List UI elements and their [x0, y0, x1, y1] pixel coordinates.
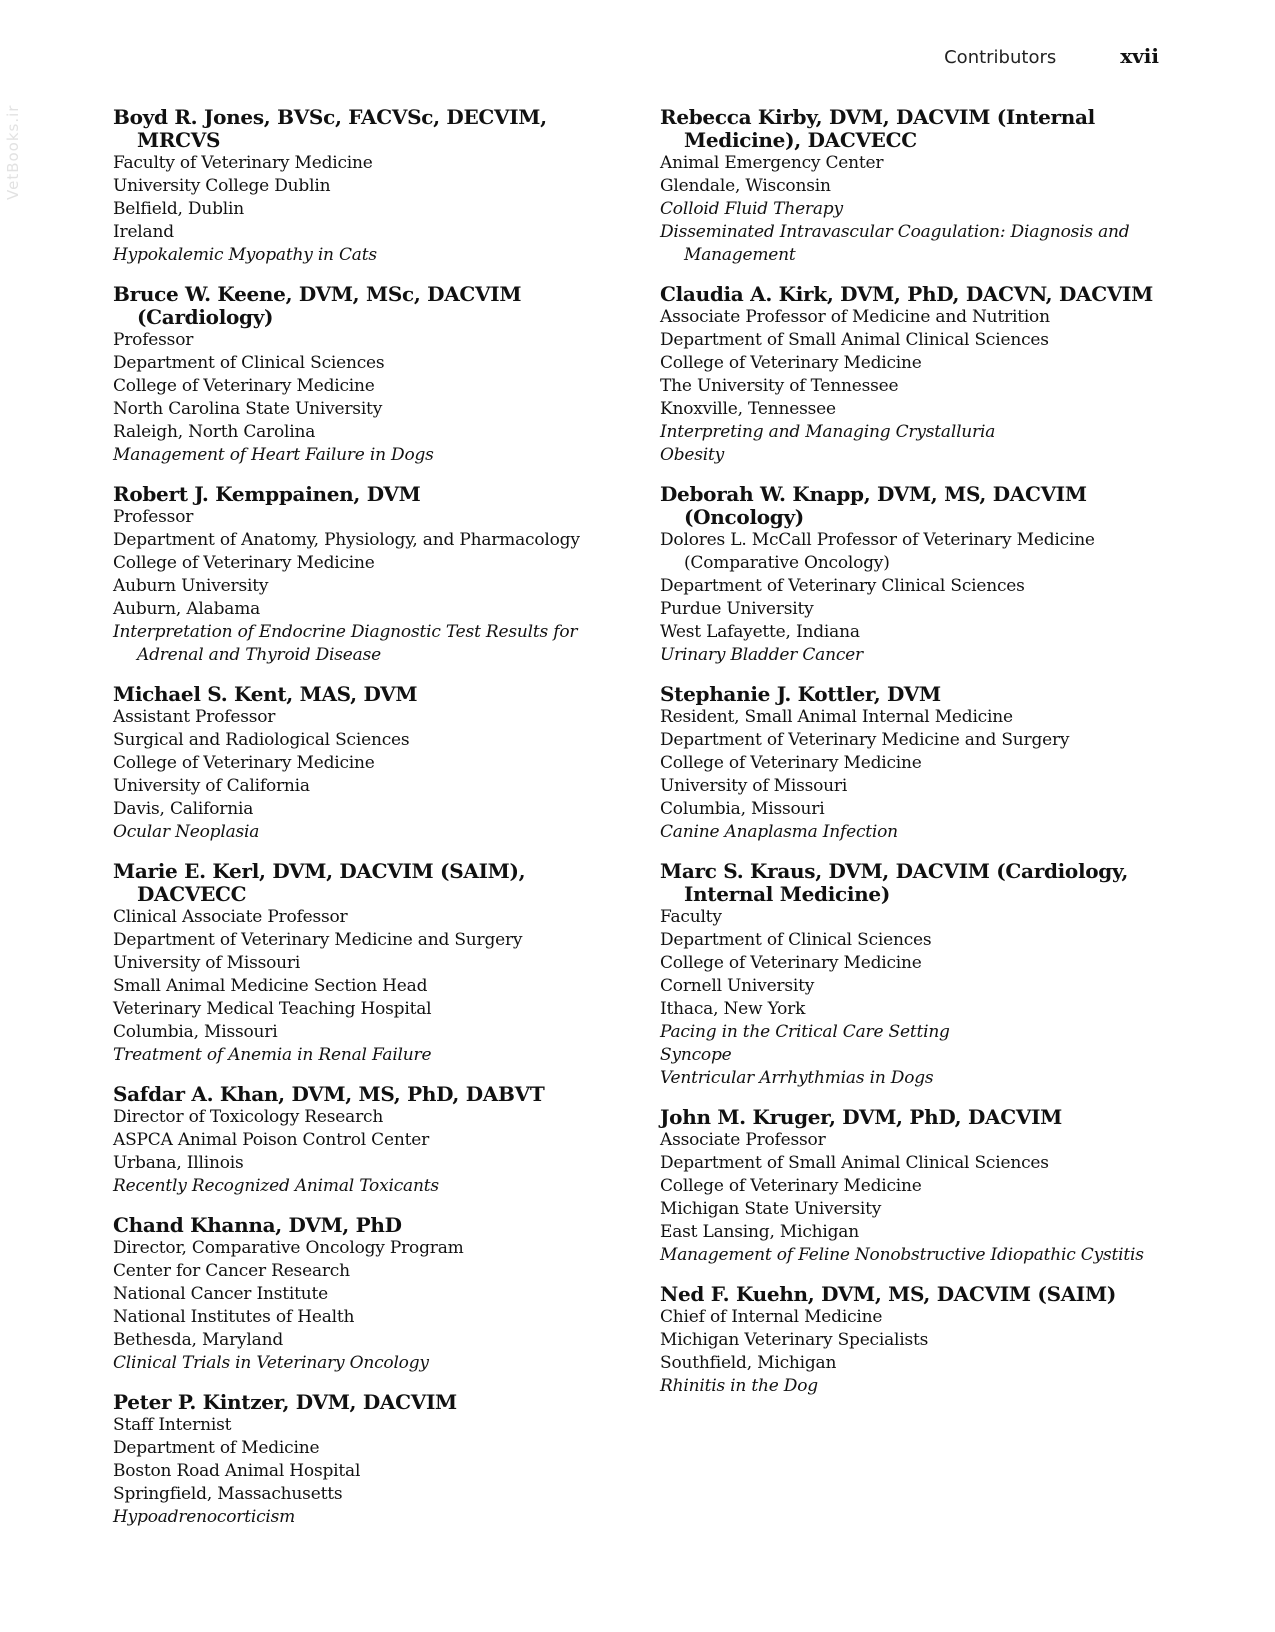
affiliation-line: College of Veterinary Medicine [113, 376, 375, 396]
contributor-name: Marie E. Kerl, DVM, DACVIM (SAIM), DACVECC [113, 859, 526, 906]
contributor-name: Bruce W. Keene, DVM, MSc, DACVIM (Cardiology) [113, 282, 522, 329]
contributor-name: Deborah W. Knapp, DVM, MS, DACVIM (Oncology) [660, 482, 1087, 529]
affiliation-line: Auburn, Alabama [113, 599, 261, 619]
affiliation-line: College of Veterinary Medicine [660, 353, 922, 373]
affiliation-line: Raleigh, North Carolina [113, 422, 316, 442]
affiliation-line: Associate Professor [660, 1130, 826, 1150]
affiliation-line: Professor [113, 330, 194, 350]
contributors-columns [113, 106, 1173, 1545]
chapter-title: Hypoadrenocorticism [113, 1507, 296, 1527]
affiliation-line: Dolores L. McCall Professor of Veterinary Medicine (Comparative Oncology) [660, 530, 1095, 573]
contributor-name: Michael S. Kent, MAS, DVM [113, 682, 418, 706]
affiliation-line: The University of Tennessee [660, 376, 899, 396]
affiliation-line: Urbana, Illinois [113, 1153, 244, 1173]
affiliation-line: Assistant Professor [113, 707, 276, 727]
affiliation-line: Small Animal Medicine Section Head [113, 976, 428, 996]
affiliation-line: Clinical Associate Professor [113, 907, 348, 927]
affiliation-line: Staff Internist [113, 1415, 232, 1435]
chapter-title: Management of Feline Nonobstructive Idiopathic Cystitis [660, 1245, 1144, 1265]
contributor-entry [113, 1083, 626, 1198]
chapter-title: Clinical Trials in Veterinary Oncology [113, 1353, 429, 1373]
chapter-title: Syncope [660, 1045, 732, 1065]
affiliation-line: Chief of Internal Medicine [660, 1307, 883, 1327]
affiliation-line: Auburn University [113, 576, 269, 596]
running-header [944, 44, 1159, 68]
contributor-name: John M. Kruger, DVM, PhD, DACVIM [660, 1105, 1062, 1129]
contributor-name: Claudia A. Kirk, DVM, PhD, DACVN, DACVIM [660, 282, 1153, 306]
page-number: xvii [1120, 44, 1159, 68]
affiliation-line: Department of Small Animal Clinical Sciences [660, 330, 1049, 350]
chapter-title: Disseminated Intravascular Coagulation: Diagnosis and Management [660, 222, 1130, 265]
contributor-entry [660, 683, 1173, 844]
chapter-title: Canine Anaplasma Infection [660, 822, 898, 842]
affiliation-line: Southfield, Michigan [660, 1353, 837, 1373]
chapter-title: Hypokalemic Myopathy in Cats [113, 245, 377, 265]
affiliation-line: Surgical and Radiological Sciences [113, 730, 410, 750]
affiliation-line: Director, Comparative Oncology Program [113, 1238, 464, 1258]
affiliation-line: Faculty of Veterinary Medicine [113, 153, 373, 173]
chapter-title: Management of Heart Failure in Dogs [113, 445, 434, 465]
affiliation-line: Boston Road Animal Hospital [113, 1461, 361, 1481]
contributor-entry [660, 860, 1173, 1090]
affiliation-line: East Lansing, Michigan [660, 1222, 859, 1242]
affiliation-line: Center for Cancer Research [113, 1261, 350, 1281]
contributor-name: Safdar A. Khan, DVM, MS, PhD, DABVT [113, 1082, 545, 1106]
contributor-entry [113, 106, 626, 267]
affiliation-line: Bethesda, Maryland [113, 1330, 284, 1350]
affiliation-line: Michigan State University [660, 1199, 882, 1219]
affiliation-line: Department of Anatomy, Physiology, and Pharmacology [113, 530, 580, 550]
affiliation-line: College of Veterinary Medicine [660, 753, 922, 773]
contributor-entry [113, 1391, 626, 1529]
chapter-title: Treatment of Anemia in Renal Failure [113, 1045, 432, 1065]
affiliation-line: College of Veterinary Medicine [113, 753, 375, 773]
contributor-entry [660, 483, 1173, 667]
contributor-entry [113, 860, 626, 1067]
right-column [660, 106, 1173, 1545]
chapter-title: Interpretation of Endocrine Diagnostic Test Results for Adrenal and Thyroid Disease [113, 622, 578, 665]
affiliation-line: College of Veterinary Medicine [113, 553, 375, 573]
affiliation-line: Ithaca, New York [660, 999, 806, 1019]
affiliation-line: University of Missouri [660, 776, 848, 796]
chapter-title: Obesity [660, 445, 725, 465]
affiliation-line: Department of Clinical Sciences [113, 353, 385, 373]
affiliation-line: Associate Professor of Medicine and Nutrition [660, 307, 1050, 327]
chapter-title: Urinary Bladder Cancer [660, 645, 863, 665]
contributor-entry [113, 483, 626, 667]
affiliation-line: ASPCA Animal Poison Control Center [113, 1130, 430, 1150]
affiliation-line: Purdue University [660, 599, 814, 619]
affiliation-line: Springfield, Massachusetts [113, 1484, 343, 1504]
affiliation-line: North Carolina State University [113, 399, 383, 419]
contributor-entry [113, 283, 626, 467]
contributor-name: Stephanie J. Kottler, DVM [660, 682, 941, 706]
contributor-name: Marc S. Kraus, DVM, DACVIM (Cardiology, Internal Medicine) [660, 859, 1129, 906]
chapter-title: Ocular Neoplasia [113, 822, 260, 842]
contributor-entry [660, 283, 1173, 467]
affiliation-line: Michigan Veterinary Specialists [660, 1330, 929, 1350]
affiliation-line: College of Veterinary Medicine [660, 1176, 922, 1196]
affiliation-line: Davis, California [113, 799, 254, 819]
affiliation-line: National Institutes of Health [113, 1307, 355, 1327]
affiliation-line: Department of Clinical Sciences [660, 930, 932, 950]
watermark: VetBooks.ir [4, 104, 22, 200]
chapter-title: Pacing in the Critical Care Setting [660, 1022, 950, 1042]
affiliation-line: Department of Veterinary Medicine and Surgery [113, 930, 523, 950]
affiliation-line: Faculty [660, 907, 722, 927]
contributor-name: Chand Khanna, DVM, PhD [113, 1213, 402, 1237]
affiliation-line: Animal Emergency Center [660, 153, 884, 173]
contributor-entry [113, 1214, 626, 1375]
left-column [113, 106, 626, 1545]
affiliation-line: Department of Small Animal Clinical Sciences [660, 1153, 1049, 1173]
chapter-title: Ventricular Arrhythmias in Dogs [660, 1068, 934, 1088]
contributor-entry [660, 106, 1173, 267]
affiliation-line: Department of Medicine [113, 1438, 320, 1458]
affiliation-line: University College Dublin [113, 176, 331, 196]
affiliation-line: College of Veterinary Medicine [660, 953, 922, 973]
affiliation-line: University of Missouri [113, 953, 301, 973]
contributor-name: Robert J. Kemppainen, DVM [113, 482, 421, 506]
contributor-entry [660, 1106, 1173, 1267]
chapter-title: Interpreting and Managing Crystalluria [660, 422, 996, 442]
affiliation-line: Department of Veterinary Medicine and Surgery [660, 730, 1070, 750]
affiliation-line: University of California [113, 776, 310, 796]
chapter-title: Recently Recognized Animal Toxicants [113, 1176, 439, 1196]
contributor-entry [113, 683, 626, 844]
affiliation-line: Professor [113, 507, 194, 527]
affiliation-line: Belfield, Dublin [113, 199, 244, 219]
affiliation-line: National Cancer Institute [113, 1284, 328, 1304]
affiliation-line: Columbia, Missouri [660, 799, 825, 819]
affiliation-line: Glendale, Wisconsin [660, 176, 831, 196]
affiliation-line: Director of Toxicology Research [113, 1107, 384, 1127]
affiliation-line: Veterinary Medical Teaching Hospital [113, 999, 432, 1019]
contributor-name: Rebecca Kirby, DVM, DACVIM (Internal Medicine), DACVECC [660, 105, 1095, 152]
contributor-name: Peter P. Kintzer, DVM, DACVIM [113, 1390, 457, 1414]
affiliation-line: Knoxville, Tennessee [660, 399, 836, 419]
affiliation-line: Resident, Small Animal Internal Medicine [660, 707, 1013, 727]
section-title: Contributors [944, 47, 1057, 68]
affiliation-line: West Lafayette, Indiana [660, 622, 860, 642]
affiliation-line: Cornell University [660, 976, 815, 996]
contributor-name: Ned F. Kuehn, DVM, MS, DACVIM (SAIM) [660, 1282, 1116, 1306]
affiliation-line: Columbia, Missouri [113, 1022, 278, 1042]
affiliation-line: Ireland [113, 222, 174, 242]
chapter-title: Rhinitis in the Dog [660, 1376, 818, 1396]
chapter-title: Colloid Fluid Therapy [660, 199, 843, 219]
contributor-name: Boyd R. Jones, BVSc, FACVSc, DECVIM, MRCVS [113, 105, 547, 152]
contributor-entry [660, 1283, 1173, 1398]
affiliation-line: Department of Veterinary Clinical Sciences [660, 576, 1025, 596]
